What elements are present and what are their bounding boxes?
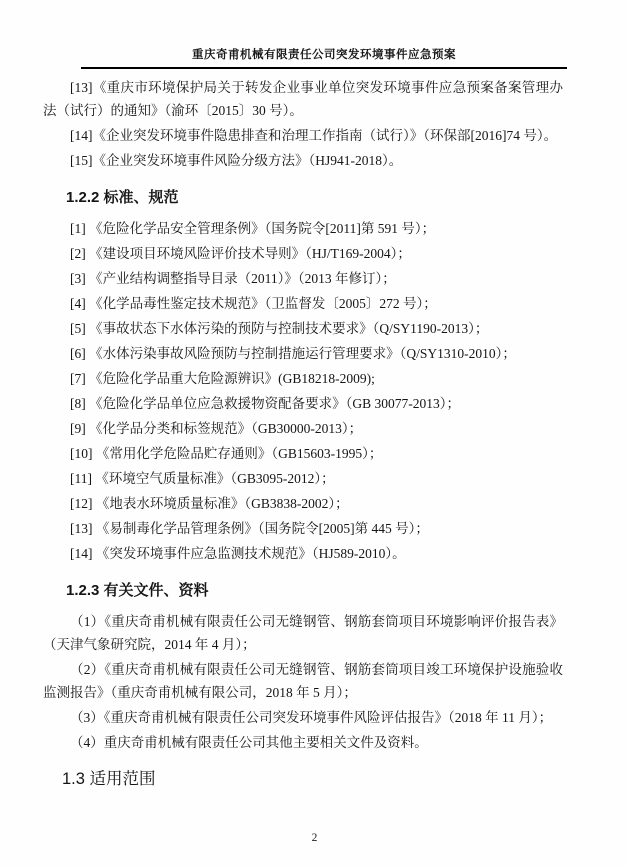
standard-item-12: [12] 《地表水环境质量标准》（GB3838-2002）； — [70, 496, 349, 511]
header-title: 重庆奇甫机械有限责任公司突发环境事件应急预案 — [192, 49, 456, 61]
page-number: 2 — [311, 832, 318, 844]
standard-item-3: [3] 《产业结构调整指导目录（2011）》（2013 年修订）； — [70, 271, 396, 286]
reference-item-14: [14]《企业突发环境事件隐患排查和治理工作指南（试行）》（环保部[2016]74 号）。 — [70, 128, 558, 143]
document-item-4: （4）重庆奇甫机械有限责任公司其他主要相关文件及资料。 — [70, 735, 428, 750]
reference-item-15: [15]《企业突发环境事件风险分级方法》（HJ941-2018）。 — [70, 153, 403, 168]
header-rule — [81, 67, 567, 69]
document-body — [43, 76, 563, 791]
document-item-3: （3）《重庆奇甫机械有限责任公司突发环境事件风险评估报告》（2018 年 11 月）； — [70, 710, 553, 725]
standard-item-13: [13] 《易制毒化学品管理条例》（国务院令[2005]第 445 号）； — [70, 521, 429, 536]
page-header — [43, 46, 563, 69]
standard-item-8: [8] 《危险化学品单位应急救援物资配备要求》（GB 30077-2013）； — [70, 396, 460, 411]
document-item-2: （2）《重庆奇甫机械有限责任公司无缝钢管、钢筋套筒项目竣工环境保护设施验收监测报告》（重庆奇甫机械有限公司，2018 年 5 月）； — [43, 662, 563, 700]
document-item-1: （1）《重庆奇甫机械有限责任公司无缝钢管、钢筋套筒项目环境影响评价报告表》（天津气象研究院，2014 年 4 月）； — [43, 614, 563, 652]
page-header-inner — [81, 46, 567, 69]
section-heading-documents: 1.2.3 有关文件、资料 — [66, 582, 209, 599]
section-heading-scope: 1.3 适用范围 — [62, 770, 156, 788]
standard-item-6: [6] 《水体污染事故风险预防与控制措施运行管理要求》（Q/SY1310-2010）； — [70, 346, 516, 361]
standard-item-7: [7] 《危险化学品重大危险源辨识》(GB18218-2009); — [70, 371, 375, 386]
standard-item-14: [14] 《突发环境事件应急监测技术规范》（HJ589-2010）。 — [70, 546, 406, 561]
standard-item-9: [9] 《化学品分类和标签规范》（GB30000-2013）； — [70, 421, 363, 436]
reference-item-13: [13]《重庆市环境保护局关于转发企业事业单位突发环境事件应急预案备案管理办法（试行）的通知》（渝环〔2015〕30 号）。 — [43, 80, 563, 118]
standard-item-10: [10] 《常用化学危险品贮存通则》（GB15603-1995）； — [70, 446, 383, 461]
standard-item-11: [11] 《环境空气质量标准》（GB3095-2012）； — [70, 471, 335, 486]
standard-item-4: [4] 《化学品毒性鉴定技术规范》（卫监督发〔2005〕272 号）； — [70, 296, 437, 311]
standard-item-2: [2] 《建设项目环境风险评价技术导则》（HJ/T169-2004）； — [70, 246, 411, 261]
section-heading-standards: 1.2.2 标准、规范 — [66, 189, 179, 206]
standard-item-1: [1] 《危险化学品安全管理条例》（国务院令[2011]第 591 号）； — [70, 221, 436, 236]
standard-item-5: [5] 《事故状态下水体污染的预防与控制技术要求》（Q/SY1190-2013）； — [70, 321, 489, 336]
